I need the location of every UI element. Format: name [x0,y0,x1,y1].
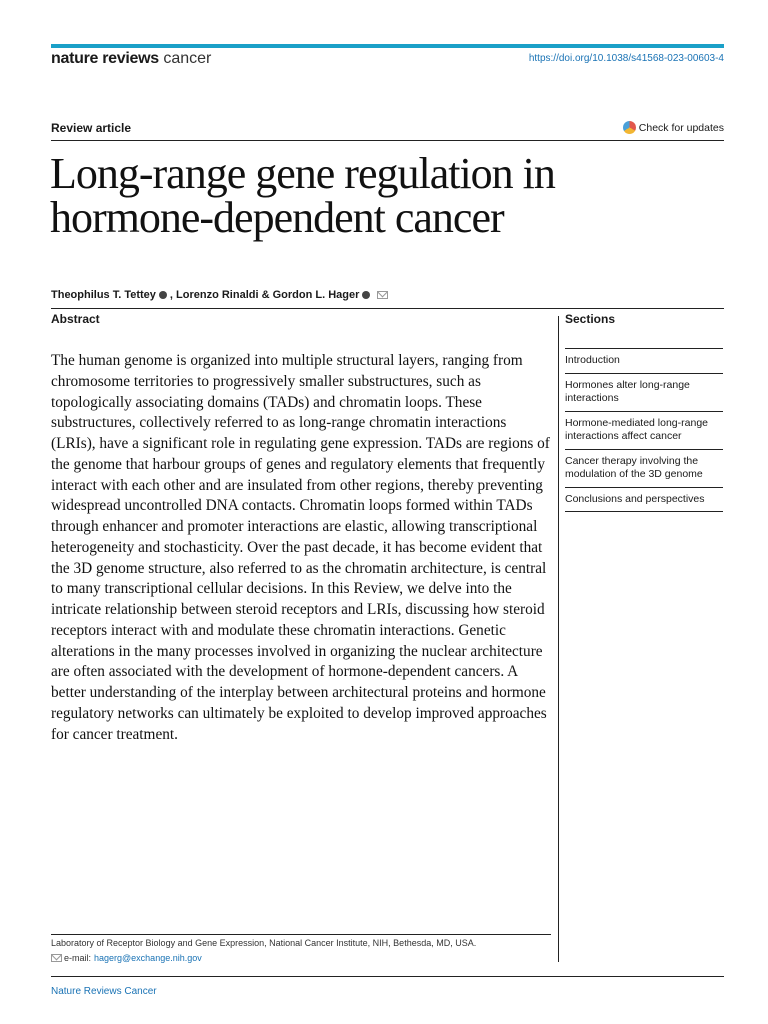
column-divider [558,316,559,962]
journal-accent-bar [51,44,724,48]
correspondence [51,953,202,963]
sections-panel [565,312,723,512]
affiliation: Laboratory of Receptor Biology and Gene Expression, National Cancer Institute, NIH, Bethesda, MD, USA. [51,938,477,948]
sections-heading: Sections [565,312,723,349]
orcid-icon[interactable] [159,291,167,299]
journal-name-bold: nature reviews [51,50,159,67]
divider [51,140,724,141]
section-link-hormones[interactable]: Hormones alter long-range interactions [565,374,723,412]
footer-divider [51,976,724,977]
envelope-icon[interactable] [377,291,388,299]
envelope-icon [51,954,62,962]
section-link-hormone-mediated[interactable]: Hormone-mediated long-range interactions affect cancer [565,412,723,450]
article-title: Long-range gene regulation in hormone-dependent cancer [50,149,555,242]
check-for-updates-label: Check for updates [638,121,724,134]
author-names: , Lorenzo Rinaldi & Gordon L. Hager [169,289,360,301]
section-link-introduction[interactable]: Introduction [565,349,723,374]
author-name: Theophilus T. Tettey [51,289,156,301]
doi-link[interactable]: https://doi.org/10.1038/s41568-023-00603-4 [528,53,724,64]
abstract-heading: Abstract [51,312,100,326]
section-link-cancer-therapy[interactable]: Cancer therapy involving the modulation of the 3D genome [565,450,723,488]
footer-journal[interactable]: Nature Reviews Cancer [51,986,157,997]
section-link-conclusions[interactable]: Conclusions and perspectives [565,488,723,513]
author-list [51,289,388,301]
crossmark-icon [623,121,636,134]
footnote-divider [51,934,551,935]
orcid-icon[interactable] [362,291,370,299]
journal-name [51,50,211,68]
email-label: e-mail: [64,953,92,963]
abstract-text: The human genome is organized into multiple structural layers, ranging from chromosome territories to progressively smaller substructures, such as topologically associating domains (TADs) and chromatin loops. These substructures, collectively referred to as long-range chromatin interactions (LRIs), have a significant role in regulating gene expression. TADs are regions of the genome that harbour groups of genes and regulatory elements that frequently interact with each other and are insulated from other regions, thereby preventing widespread uncontrolled DNA contacts. Chromatin loops formed within TADs through enhancer and promoter interactions are elastic, allowing transcriptional heterogeneity and stochasticity. Over the past decade, it has become evident that the 3D genome structure, also referred to as the chromatin architecture, is central to many transcriptional cellular decisions. In this Review, we delve into the intricate relationship between steroid receptors and LRIs, discussing how steroid receptors interact with and modulate these chromatin interactions. Genetic alterations in the many processes involved in organizing the nuclear architecture are often associated with the development of hormone-dependent cancers. A better understanding of the interplay between architectural proteins and hormone regulatory networks can ultimately be exploited to develop improved approaches for cancer treatment. [51,352,550,743]
divider [51,308,724,309]
sections-list [565,349,723,512]
article-type: Review article [51,121,132,135]
check-for-updates-button[interactable] [623,121,724,134]
email-link[interactable]: hagerg@exchange.nih.gov [94,953,202,963]
journal-name-light: cancer [163,50,212,67]
